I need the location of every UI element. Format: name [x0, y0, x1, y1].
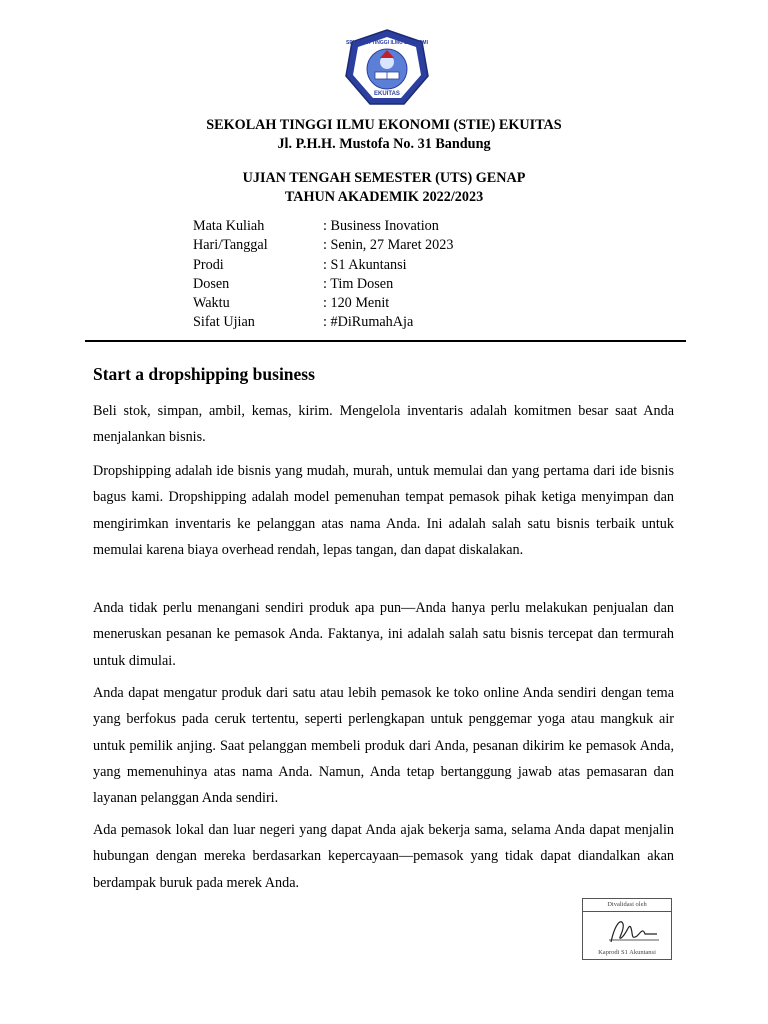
info-row-program	[193, 256, 453, 275]
paragraph-4	[93, 680, 674, 811]
validation-stamp	[582, 898, 672, 960]
info-value: : S1 Akuntansi	[323, 256, 407, 273]
institution-name: SEKOLAH TINGGI ILMU EKONOMI (STIE) EKUITAS	[206, 117, 562, 133]
info-label: Prodi	[193, 256, 224, 273]
info-value: : Business Inovation	[323, 218, 439, 234]
paragraph-2	[93, 458, 674, 563]
info-value: : Tim Dosen	[323, 275, 394, 292]
paragraph-1	[93, 398, 674, 451]
info-label: Waktu	[193, 295, 230, 312]
info-row-exam-type	[193, 313, 453, 332]
stamp-heading: Divalidasi oleh	[583, 899, 671, 912]
info-label: Mata Kuliah	[193, 218, 265, 234]
info-value: : #DiRumahAja	[323, 314, 414, 331]
paragraph-text: Anda dapat mengatur produk dari satu atau lebih pemasok ke toko online Anda sendiri dengan tema yang berfokus pada ceruk tertentu, seperti perlengkapan untuk penggemar yoga atau mangkuk air untuk pemilik anjing. Saat pelanggan membeli produk dari Anda, pesanan dikirim ke pemasok Anda, yang memenuhinya atas nama Anda. Namun, Anda tetap bertanggung jawab atas pemasaran dan layanan pelanggan Anda sendiri.	[93, 685, 674, 807]
info-value: : 120 Menit	[323, 295, 390, 312]
academic-year: TAHUN AKADEMIK 2022/2023	[284, 189, 484, 205]
logo-text-bottom: EKUITAS	[374, 91, 400, 97]
logo-text-top: SEKOLAH TINGGI ILMU EKONOMI	[346, 40, 428, 46]
info-row-course	[193, 217, 453, 236]
paragraph-text: Dropshipping adalah ide bisnis yang mudah, murah, untuk memulai dan yang pertama dari ide bisnis bagus kami. Dropshipping adalah model pemenuhan tempat pemasok pihak ketiga menyimpan dan mengirimkan inventaris ke pelanggan atas nama Anda. Ini adalah salah satu bisnis terbaik untuk memulai karena biaya overhead rendah, lepas tangan, dan dapat diskalakan.	[93, 463, 674, 558]
stie-ekuitas-logo	[342, 28, 432, 108]
paragraph-text: Anda tidak perlu menangani sendiri produk apa pun—Anda hanya perlu melakukan penjualan dan meneruskan pesanan ke pemasok Anda. Faktanya, ini adalah salah satu bisnis tercepat dan termurah untuk dimulai.	[93, 600, 674, 669]
info-label: Dosen	[193, 275, 230, 292]
paragraph-text: Ada pemasok lokal dan luar negeri yang dapat Anda ajak bekerja sama, selama Anda dapat menjalin hubungan dengan mereka berdasarkan kepercayaan—pemasok yang tidak dapat diandalkan akan berdampak buruk pada merek Anda.	[93, 822, 674, 891]
paragraph-text: Beli stok, simpan, ambil, kemas, kirim. Mengelola inventaris adalah komitmen besar saat Anda menjalankan bisnis.	[93, 403, 674, 446]
exam-info-table	[193, 217, 453, 333]
info-value: : Senin, 27 Maret 2023	[323, 237, 454, 254]
info-row-duration	[193, 294, 453, 313]
header-divider	[85, 340, 686, 342]
info-row-lecturer	[193, 275, 453, 294]
institution-address: Jl. P.H.H. Mustofa No. 31 Bandung	[277, 136, 491, 152]
exam-title: UJIAN TENGAH SEMESTER (UTS) GENAP	[242, 170, 526, 186]
info-row-date	[193, 236, 453, 255]
stamp-signer: Kaprodi S1 Akuntansi	[598, 949, 656, 956]
section-title: Start a dropshipping business	[93, 364, 315, 384]
paragraph-5	[93, 817, 674, 896]
info-label: Hari/Tanggal	[193, 237, 268, 254]
signature-icon	[601, 914, 661, 948]
info-label: Sifat Ujian	[193, 314, 255, 331]
paragraph-3	[93, 595, 674, 674]
